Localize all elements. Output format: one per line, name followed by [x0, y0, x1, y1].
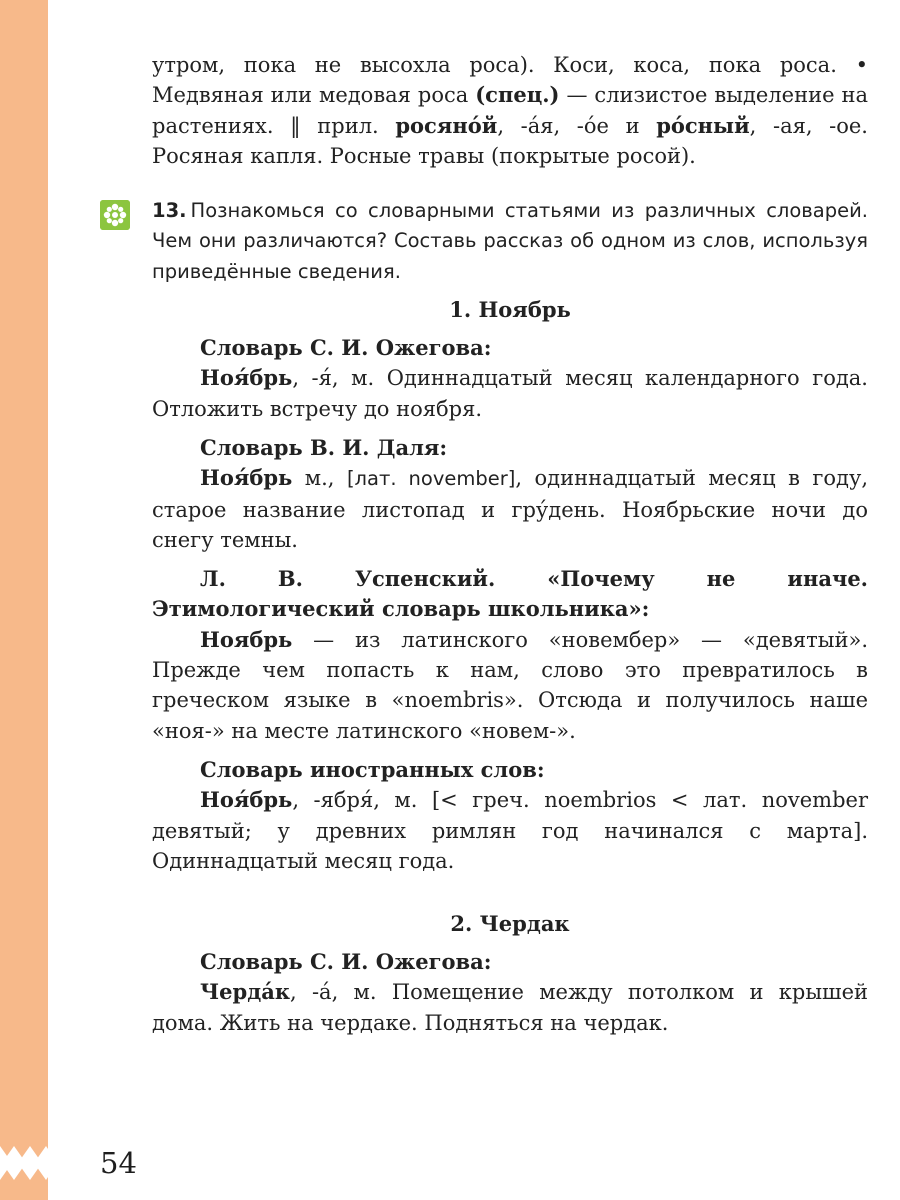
entry-headword: Черда́к [200, 979, 290, 1005]
entry-headword: Ноя́брь [200, 365, 293, 391]
entry-source: Л. В. Успенский. «Почему не иначе. Этимологический словарь школьника»: [152, 566, 868, 622]
entry-etymology: [лат. november] [346, 467, 516, 491]
entry-body [152, 977, 868, 1038]
entry-source: Словарь С. И. Ожегова: [200, 949, 492, 975]
entry-text: — из латинского «новембер» — «девятый». Прежде чем попасть к нам, слово это превратилось в греческом языке в «noembris». Отсюда и получилось наше «ноя-» на месте латинского «новем-». [152, 627, 868, 743]
intro-spec-label: (спец.) [475, 82, 560, 108]
entry-source: Словарь С. И. Ожегова: [200, 335, 492, 361]
dictionary-entry-foreign-words [152, 755, 868, 876]
dictionary-entry-ozhegov-attic [152, 947, 868, 1038]
section-title-november: 1. Ноябрь [449, 297, 571, 323]
section-title-attic: 2. Чердак [450, 911, 570, 937]
task-number: 13. [152, 199, 187, 223]
task-text: Познакомься со словарными статьями из различных словарей. Чем они различаются? Составь рассказ об одном из слов, используя приведённые сведения. [152, 199, 868, 283]
intro-text: — слизистое выделение на растениях. ‖ прил. [152, 83, 868, 138]
section-gap [152, 885, 868, 901]
intro-text: утром, пока не высохла роса). Коси, коса, пока роса. • Медвяная или медовая роса [152, 53, 868, 108]
entry-body [152, 463, 868, 555]
intro-adjective: росяно́й [395, 112, 498, 138]
page-margin-strip [0, 0, 48, 1200]
intro-text: , -а́я, -о́е и [497, 113, 657, 138]
dictionary-entry-ozhegov [152, 333, 868, 424]
entry-text: , одиннадцатый месяц в году, старое название листопад и гру́день. Ноябрьские ночи до снегу темны. [152, 466, 868, 552]
entry-source: Словарь иностранных слов: [200, 756, 545, 782]
dictionary-entry-uspensky [152, 564, 868, 746]
entry-headword: Ноябрь [200, 626, 293, 652]
intro-adjective: ро́сный [656, 112, 750, 138]
page-number: 54 [100, 1146, 137, 1180]
entry-text: , -а́, м. Помещение между потолком и крышей дома. Жить на чердаке. Подняться на чердак. [152, 980, 868, 1035]
entry-headword: Ноя́брь [200, 465, 293, 491]
entry-text: , -я́, м. Одиннадцатый месяц календарного года. Отложить встречу до ноября. [152, 366, 868, 421]
entry-text: , -ября́, м. [< греч. noembrios < лат. november девятый; у древних римлян год начинался с марта]. Одиннадцатый месяц года. [152, 788, 868, 873]
entry-text: м., [292, 466, 347, 491]
zigzag-ornament-icon [0, 1146, 48, 1180]
page-content [152, 50, 868, 1047]
entry-body [152, 363, 868, 424]
entry-headword: Ноя́брь [200, 787, 293, 813]
intro-paragraph [152, 50, 868, 171]
flower-task-icon [100, 200, 130, 230]
entry-source: Словарь В. И. Даля: [200, 434, 448, 460]
entry-body [152, 785, 868, 876]
task-block [152, 196, 868, 287]
entry-body [152, 625, 868, 746]
intro-text: , -ая, -ое. Росяная капля. Росные травы (покрытые росой). [152, 113, 868, 168]
dictionary-entry-dal [152, 433, 868, 555]
